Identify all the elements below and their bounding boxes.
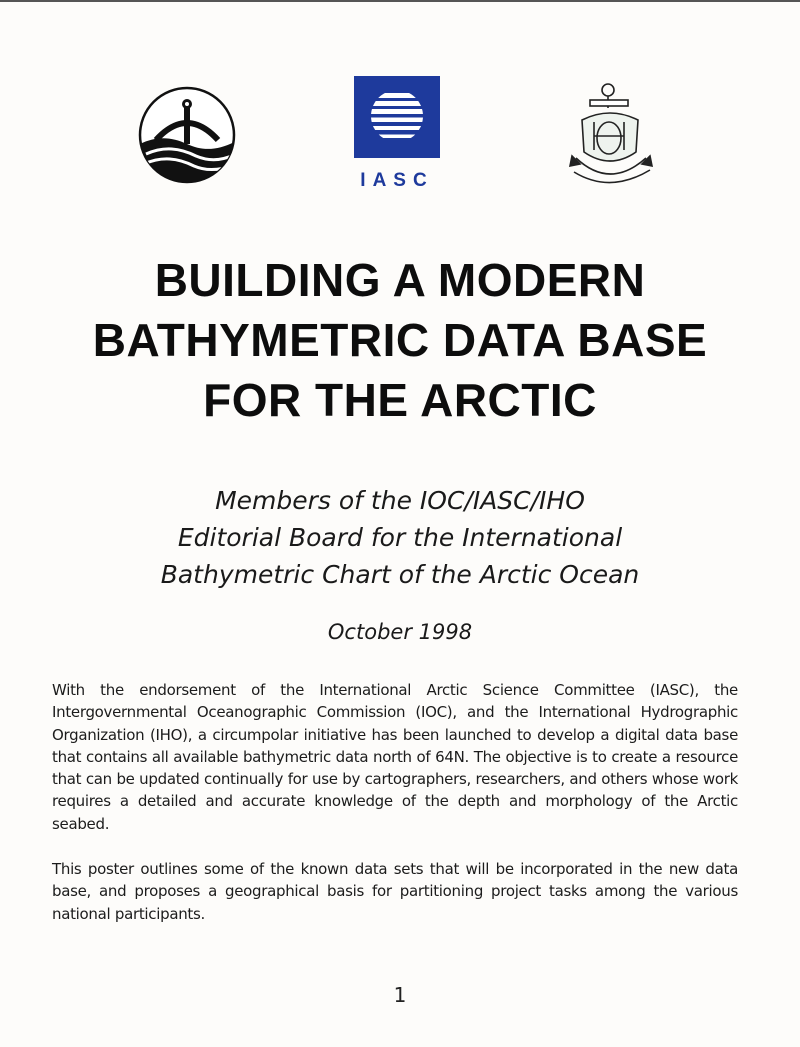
top-border <box>0 0 800 2</box>
page-title <box>0 250 800 430</box>
subtitle-line: Members of the IOC/IASC/IHO <box>215 486 585 515</box>
intro-paragraph: With the endorsement of the International Arctic Science Committee (IASC), the Intergovernmental Oceanographic Commission (IOC), and the International Hydrographic Organization (IHO), a circumpolar initiative has been launched to develop a digital data base that contains all available bathymetric data north of 64N. The objective is to create a resource that can be updated continually for use by cartographers, researchers, and others whose work requires a detailed and accurate knowledge of the depth and morphology of the Arctic seabed. <box>52 681 738 833</box>
iho-emblem-icon <box>566 78 656 194</box>
iasc-logo-icon <box>354 76 440 190</box>
publication-date: October 1998 <box>327 620 473 644</box>
title-line: BATHYMETRIC DATA BASE <box>92 314 708 366</box>
title-line: BUILDING A MODERN <box>154 254 646 306</box>
outline-paragraph: This poster outlines some of the known data sets that will be incorporated in the new data base, and proposes a geographical basis for partitioning project tasks among the various national participants. <box>52 860 738 923</box>
title-line: FOR THE ARCTIC <box>203 374 597 426</box>
page-number: 1 <box>393 983 407 1007</box>
iasc-logo-label: IASC <box>360 170 434 190</box>
subtitle-line: Bathymetric Chart of the Arctic Ocean <box>160 560 640 589</box>
subtitle-line: Editorial Board for the International <box>177 523 623 552</box>
ioc-emblem-icon <box>136 84 238 186</box>
authors-subtitle <box>0 482 800 593</box>
